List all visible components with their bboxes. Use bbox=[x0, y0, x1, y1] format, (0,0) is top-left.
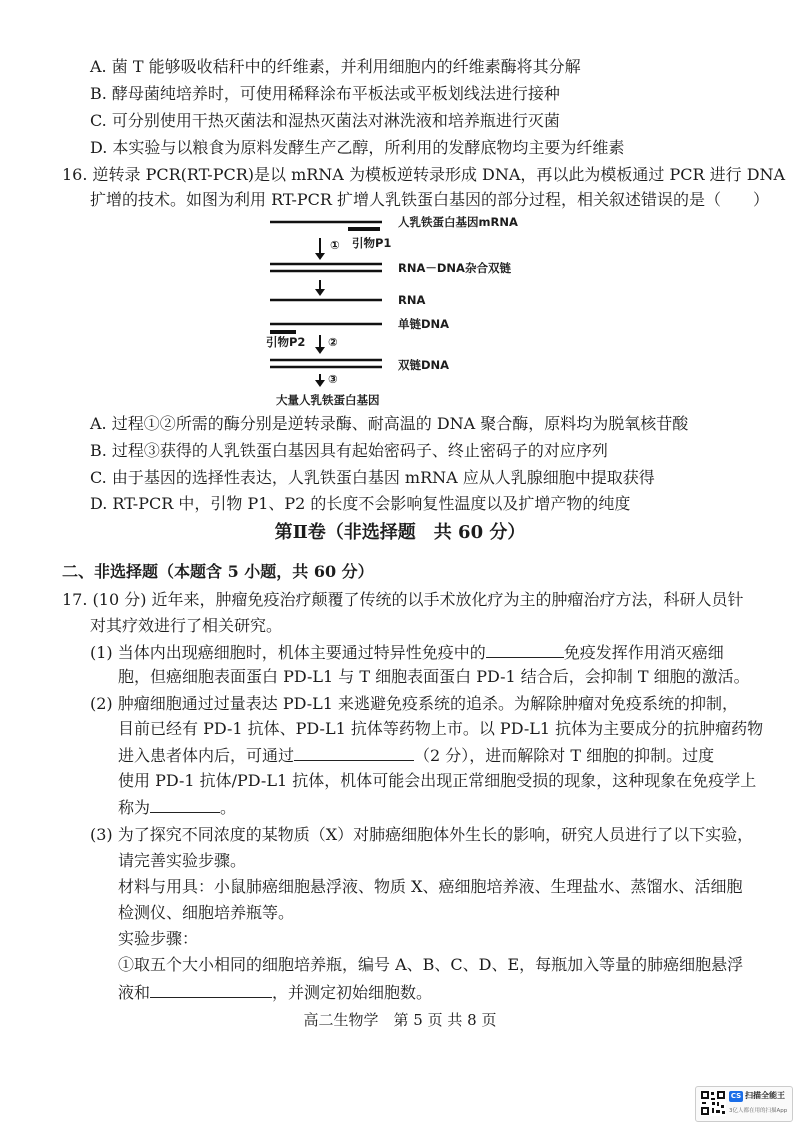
q17-sub2-text-e2: 。 bbox=[220, 798, 237, 817]
q17-sub3-line1: (3) 为了探究不同浓度的某物质（X）对肺癌细胞体外生长的影响，研究人员进行了以下实验， bbox=[90, 825, 754, 844]
q15-option-c: C. 可分别使用干热灭菌法和湿热灭菌法对淋洗液和培养瓶进行灭菌 bbox=[90, 111, 560, 130]
q16-option-b: B. 过程③获得的人乳铁蛋白基因具有起始密码子、终止密码子的对应序列 bbox=[90, 441, 608, 460]
q17-stem-line2: 对其疗效进行了相关研究。 bbox=[90, 616, 283, 635]
arrow-step1-head bbox=[315, 253, 325, 260]
q16-stem-line2: 扩增的技术。如图为利用 RT-PCR 扩增人乳铁蛋白基因的部分过程，相关叙述错误的是（ ） bbox=[90, 190, 770, 209]
q17-sub3-line2: 请完善实验步骤。 bbox=[118, 851, 247, 870]
q16-option-d: D. RT-PCR 中，引物 P1、P2 的长度不会影响复性温度以及扩增产物的纯度 bbox=[90, 494, 631, 513]
label-primer-p2: 引物P2 bbox=[266, 335, 306, 349]
q17-materials-line2: 检测仪、细胞培养瓶等。 bbox=[118, 903, 295, 922]
section-heading: 二、非选择题（本题含 5 小题，共 60 分） bbox=[62, 562, 374, 581]
step-1-marker: ① bbox=[330, 238, 340, 252]
q17-sub2-line5 bbox=[118, 796, 236, 819]
answer-blank-4[interactable] bbox=[150, 981, 272, 998]
q15-option-a: A. 菌 T 能够吸收秸秆中的纤维素，并利用细胞内的纤维素酶将其分解 bbox=[90, 57, 581, 76]
q17-stem-line1: 17. (10 分) 近年来，肿瘤免疫治疗颠覆了传统的以手术放化疗为主的肿瘤治疗方法，科研人员针 bbox=[62, 590, 744, 609]
q17-sub1-text-b: 免疫发挥作用消灭癌细 bbox=[563, 643, 724, 662]
step-2-marker: ② bbox=[328, 335, 338, 349]
rt-pcr-diagram bbox=[262, 212, 562, 412]
q17-sub1-line1 bbox=[90, 641, 724, 664]
scanner-app-name: 扫描全能王 bbox=[745, 1091, 785, 1100]
label-double-strand: 双链DNA bbox=[398, 358, 450, 372]
q16-stem-line1: 16. 逆转录 PCR(RT-PCR)是以 mRNA 为模板逆转录形成 DNA，再以此为模板通过 PCR 进行 DNA bbox=[62, 165, 786, 184]
q17-step1-line1: ①取五个大小相同的细胞培养瓶，编号 A、B、C、D、E，每瓶加入等量的肺癌细胞悬浮 bbox=[118, 955, 744, 974]
q17-sub2-line3 bbox=[118, 744, 714, 767]
q16-option-a: A. 过程①②所需的酶分别是逆转录酶、耐高温的 DNA 聚合酶，原料均为脱氧核苷酸 bbox=[90, 414, 689, 433]
answer-blank-3[interactable] bbox=[150, 796, 220, 813]
q17-steps-heading: 实验步骤： bbox=[118, 929, 199, 948]
q17-sub1-line2: 胞，但癌细胞表面蛋白 PD-L1 与 T 细胞表面蛋白 PD-1 结合后，会抑制 T 细胞的激活。 bbox=[118, 667, 750, 686]
q17-sub2-text-e1: 称为 bbox=[118, 798, 151, 817]
arrow-step2-head bbox=[315, 347, 325, 354]
answer-blank-1[interactable] bbox=[486, 641, 564, 658]
arrow-step-b-head bbox=[315, 289, 325, 296]
q17-sub2-line2: 目前已经有 PD-1 抗体、PD-L1 抗体等药物上市。以 PD-L1 抗体为主要成分的抗肿瘤药物 bbox=[118, 719, 764, 738]
answer-blank-2[interactable] bbox=[294, 744, 414, 761]
q17-sub2-text-c1: 进入患者体内后，可通过 bbox=[118, 746, 295, 765]
label-primer-p1: 引物P1 bbox=[352, 236, 392, 250]
label-mrna: 人乳铁蛋白基因mRNA bbox=[398, 215, 518, 229]
scanner-logo-badge: CS bbox=[730, 1092, 742, 1100]
q17-sub2-text-c2: （2 分），进而解除对 T 细胞的抑制。过度 bbox=[414, 746, 715, 765]
q15-option-d: D. 本实验与以粮食为原料发酵生产乙醇，所利用的发酵底物均主要为纤维素 bbox=[90, 138, 625, 157]
q15-option-b: B. 酵母菌纯培养时，可使用稀释涂布平板法或平板划线法进行接种 bbox=[90, 84, 560, 103]
q17-sub2-line4: 使用 PD-1 抗体/PD-L1 抗体，机体可能会出现正常细胞受损的现象，这种现象在免疫学上 bbox=[118, 771, 757, 790]
q17-sub2-line1: (2) 肿瘤细胞通过过量表达 PD-L1 来逃避免疫系统的追杀。为解除肿瘤对免疫系统的抑制， bbox=[90, 694, 739, 713]
q16-option-c: C. 由于基因的选择性表达，人乳铁蛋白基因 mRNA 应从人乳腺细胞中提取获得 bbox=[90, 468, 655, 487]
q17-step1-text-g1: 液和 bbox=[118, 983, 151, 1002]
q17-step1-line2 bbox=[118, 981, 432, 1004]
label-single-strand: 单链DNA bbox=[398, 317, 450, 331]
q17-materials-line1: 材料与用具：小鼠肺癌细胞悬浮液、物质 X、癌细胞培养液、生理盐水、蒸馏水、活细胞 bbox=[118, 877, 743, 896]
qr-code-icon bbox=[700, 1090, 726, 1116]
arrow-step3-head bbox=[315, 380, 325, 387]
step-3-marker: ③ bbox=[328, 372, 338, 386]
label-rna: RNA bbox=[398, 293, 426, 307]
page-footer: 高二生物学 第 5 页 共 8 页 bbox=[303, 1011, 497, 1029]
part2-title: 第Ⅱ卷（非选择题 共 60 分） bbox=[274, 522, 526, 543]
q17-step1-text-g2: ，并测定初始细胞数。 bbox=[272, 983, 433, 1002]
rt-pcr-diagram-lines bbox=[262, 212, 562, 412]
label-product: 大量人乳铁蛋白基因 bbox=[276, 393, 380, 407]
scanner-app-tagline: 3亿人都在用的扫描App bbox=[729, 1108, 788, 1114]
q17-sub1-text-a: (1) 当体内出现癌细胞时，机体主要通过特异性免疫中的 bbox=[90, 643, 486, 662]
label-hybrid: RNA－DNA杂合双链 bbox=[398, 261, 511, 275]
scanner-watermark bbox=[695, 1086, 793, 1122]
